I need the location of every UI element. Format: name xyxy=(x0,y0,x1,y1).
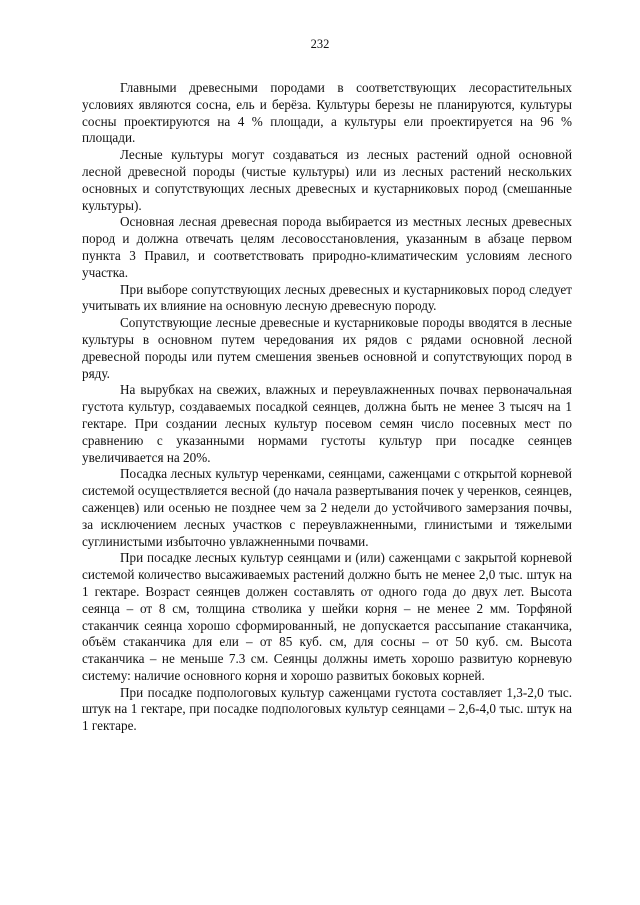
paragraph-initial-density: На вырубках на свежих, влажных и переувлажненных почвах первоначальная густота культур, создаваемых посадкой сеянцев, должна быть не менее 3 тысяч на 1 гектаре. При создании лесных культур посевом семян число посевных мест по сравнению с указанными нормами густоты культур при посадке сеянцев увеличивается на 20%. xyxy=(82,382,572,465)
paragraph-companion-species-introduction: Сопутствующие лесные древесные и кустарниковые породы вводятся в лесные культуры в основном путем чередования их рядов с рядами основной лесной древесной породы или путем смешения звеньев основной и сопутствующих пород в ряду. xyxy=(82,315,572,381)
paragraph-main-species: Главными древесными породами в соответствующих лесорастительных условиях являются сосна, ель и берёза. Культуры березы не планируются, культуры сосны проектируются на 4 % площади, а культуры ели проектируется на 96 % площади. xyxy=(82,80,572,146)
paragraph-forest-cultures: Лесные культуры могут создаваться из лесных растений одной основной лесной древесной породы (чистые культуры) или из лесных растений нескольких основных и сопутствующих лесных древесных и кустарниковых пород (смешанные культуры). xyxy=(82,147,572,213)
paragraph-companion-species-choice: При выборе сопутствующих лесных древесных и кустарниковых пород следует учитывать их влияние на основную лесную древесную породу. xyxy=(82,281,572,314)
paragraph-main-species-selection: Основная лесная древесная порода выбирается из местных лесных древесных пород и должна отвечать целям лесовосстановления, указанным в абзаце первом пункта 3 Правил, и соответствовать природно-климатическим условиям лесного участка. xyxy=(82,214,572,280)
page-number: 232 xyxy=(310,37,330,51)
paragraph-planting-season: Посадка лесных культур черенками, сеянцами, саженцами с открытой корневой системой осуществляется весной (до начала развертывания почек у черенков, сеянцев, саженцев) или осенью не позднее чем за 2 недели до устойчивого замерзания почвы, за исключением лесных участков с переувлажненными, глинистыми и тяжелыми суглинистыми избыточно увлажненными почвами. xyxy=(82,466,572,549)
document-body xyxy=(82,80,572,735)
paragraph-closed-root-seedlings: При посадке лесных культур сеянцами и (или) саженцами с закрытой корневой системой количество высаживаемых растений должно быть не менее 2,0 тыс. штук на 1 гектаре. Возраст сеянцев должен составлять от одного года до двух лет. Высота сеянца – от 8 см, толщина стволика у шейки корня – не менее 2 мм. Торфяной стаканчик сеянца хорошо сформированный, не допускается рассыпание стаканчика, объём стаканчика для ели – от 85 куб. см, для сосны – от 50 куб. см. Высота стаканчика – не меньше 7.3 см. Сеянцы должны иметь хорошо развитую корневую систему: наличие основного корня и хорошо развитых боковых корней. xyxy=(82,550,572,683)
paragraph-underplanting-density: При посадке подпологовых культур саженцами густота составляет 1,3-2,0 тыс. штук на 1 гектаре, при посадке подпологовых культур сеянцами – 2,6-4,0 тыс. штук на 1 гектаре. xyxy=(82,684,572,734)
